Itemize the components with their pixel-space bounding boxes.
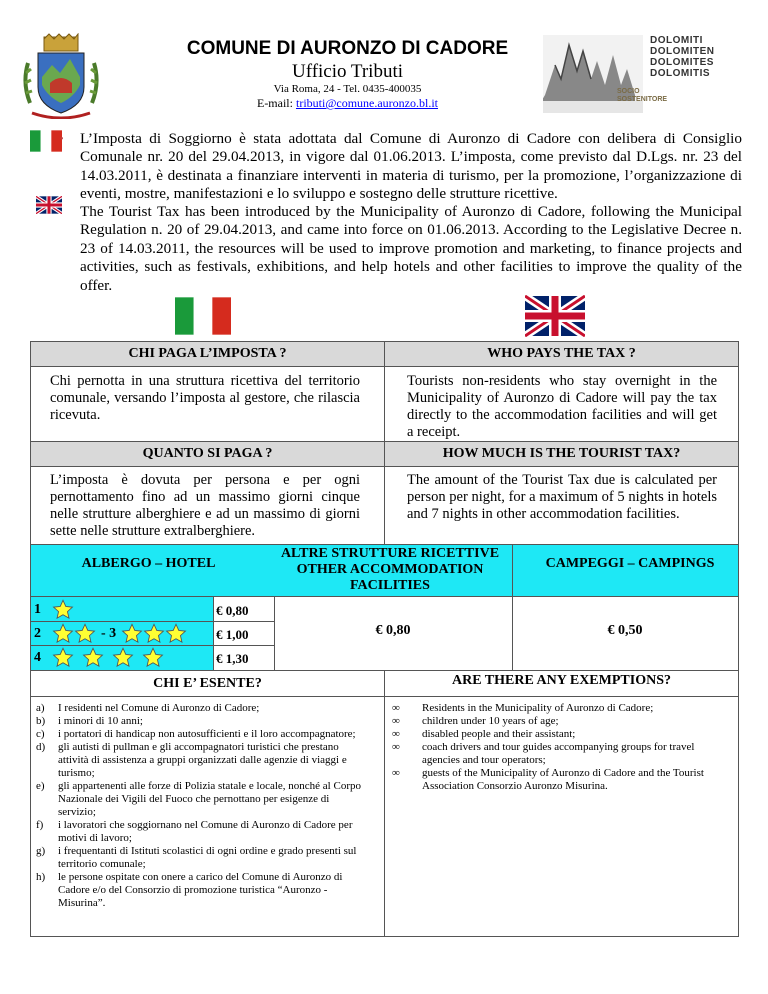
star-icon xyxy=(165,623,187,644)
bullet-icon: • xyxy=(60,134,64,145)
star-count: 2 xyxy=(34,625,41,641)
socio-text: SOCIO xyxy=(617,88,640,95)
exempt-en-header: ARE THERE ANY EXEMPTIONS? xyxy=(452,673,671,688)
rate-row-2-price: € 1,00 xyxy=(216,627,249,642)
star-icon xyxy=(82,647,104,668)
other-accommodation-header xyxy=(270,546,510,594)
infinity-bullet-icon: ∞ xyxy=(392,702,400,714)
list-item xyxy=(392,715,722,728)
list-letter: a) xyxy=(36,702,45,714)
uk-flag-large-icon xyxy=(525,295,585,337)
list-letter: h) xyxy=(36,871,46,883)
rate-row-2-stars xyxy=(34,623,187,644)
dolomiti-wordmark xyxy=(650,35,740,79)
list-letter: c) xyxy=(36,728,45,740)
star-icon xyxy=(74,623,96,644)
rate-row-1-stars xyxy=(34,599,74,620)
list-text: i lavoratori che soggiornano nel Comune di Auronzo di Cadore per motivi di lavoro; xyxy=(58,819,353,844)
table-divider xyxy=(213,596,214,670)
list-letter: e) xyxy=(36,780,45,792)
hotel-column-header: ALBERGO – HOTEL xyxy=(81,556,216,571)
italian-flag-icon xyxy=(30,130,62,152)
list-item xyxy=(36,741,366,780)
who-pays-en-header: WHO PAYS THE TAX ? xyxy=(385,342,738,366)
rate-row-1-price: € 0,80 xyxy=(216,603,249,618)
other-header-line: ALTRE STRUTTURE RICETTIVE xyxy=(280,546,500,561)
list-letter: f) xyxy=(36,819,44,831)
infinity-bullet-icon: ∞ xyxy=(392,728,400,740)
list-item xyxy=(392,767,722,793)
star-count: 1 xyxy=(34,601,41,617)
list-letter: g) xyxy=(36,845,46,857)
table-divider xyxy=(512,544,513,670)
list-letter: b) xyxy=(36,715,46,727)
camping-column-header: CAMPEGGI – CAMPINGS xyxy=(545,556,715,571)
list-item xyxy=(392,741,722,767)
list-item xyxy=(36,845,366,871)
list-text: coach drivers and tour guides accompanying groups for travel agencies and tour operators; xyxy=(422,741,695,766)
exempt-it-header: CHI E’ ESENTE? xyxy=(153,676,262,691)
office-address: Via Roma, 24 - Tel. 0435-400035 xyxy=(273,83,422,95)
table-divider xyxy=(31,645,274,646)
star-icon xyxy=(52,647,74,668)
other-header-line: OTHER ACCOMMODATION xyxy=(296,562,484,577)
socio-sostenitore-label xyxy=(617,88,687,104)
how-much-it-header: QUANTO SI PAGA ? xyxy=(31,442,384,466)
list-text: gli appartenenti alle forze di Polizia statale e locale, nonché al Corpo Nazionale dei Vigili del Fuoco che pernottano per esigenze di servizio; xyxy=(58,780,361,818)
how-much-en-text: The amount of the Tourist Tax due is calculated per person per night, for a maximum of 5 nights in hotels and 7 nights in other accommodation facilities. xyxy=(407,472,717,522)
list-item xyxy=(36,780,366,819)
exempt-en-list xyxy=(392,702,722,793)
who-pays-en-text: Tourists non-residents who stay overnight in the Municipality of Auronzo di Cadore will pay the tax directly to the accommodation facilities and will get a receipt. xyxy=(407,373,717,440)
table-divider xyxy=(31,544,738,545)
list-text: le persone ospitate con onere a carico del Comune di Auronzo di Cadore e/o del Consorzio di promozione turistica “Auronzo - Misurina”. xyxy=(58,871,343,909)
table-divider xyxy=(384,670,385,936)
infinity-bullet-icon: ∞ xyxy=(392,715,400,727)
table-divider xyxy=(31,366,738,367)
intro-italian: L’Imposta di Soggiorno è stata adottata dal Comune di Auronzo di Cadore con delibera di Consiglio Comunale nr. 20 del 29.04.2013, in vigore dal 01.06.2013. L’imposta, come previsto dal D.Lgs. nr. 23 del 14.03.2011, è destinata a finanziare interventi in materia di turismo, per la promozione, l’organizzazione di eventi, mostre, manifestazioni e lo sviluppo e sostegno delle strutture ricettive. xyxy=(80,130,742,203)
star-icon xyxy=(121,623,143,644)
rate-row-4-stars xyxy=(34,647,164,668)
star-icon xyxy=(52,599,74,620)
list-item xyxy=(36,819,366,845)
dolomiti-word: DOLOMITES xyxy=(650,57,714,68)
list-item xyxy=(36,728,366,741)
how-much-en-header: HOW MUCH IS THE TOURIST TAX? xyxy=(385,442,738,466)
rate-row-4-price: € 1,30 xyxy=(216,651,249,666)
list-text: guests of the Municipality of Auronzo di Cadore and the Tourist Association Consorzio Auronzo Misurina. xyxy=(422,767,704,792)
list-text: i minori di 10 anni; xyxy=(58,715,143,727)
intro-english: The Tourist Tax has been introduced by the Municipality of Auronzo di Cadore, following the Municipal Regulation n. 20 of 29.04.2013, and came into force on 01.06.2013. According to the Legislative Decree n. 23 of 14.03.2011, the resources will be used to improve promotion and marketing, to finance projects and activities, such as festivals, exhibitions, and help hotels and other facilities to improve the quality of the offer. xyxy=(80,203,742,294)
list-letter: d) xyxy=(36,741,46,753)
camping-price: € 0,50 xyxy=(607,623,643,638)
list-text: gli autisti di pullman e gli accompagnatori turistici che prestano attività di assistenza a gruppi organizzati dalle agenzie di viaggi e turismo; xyxy=(58,741,347,779)
infinity-bullet-icon: ∞ xyxy=(392,767,400,779)
email-label: E-mail: xyxy=(256,96,296,110)
table-divider xyxy=(31,596,738,597)
other-accommodation-price: € 0,80 xyxy=(375,623,411,638)
list-text: Residents in the Municipality of Auronzo di Cadore; xyxy=(422,702,654,714)
star-icon xyxy=(142,647,164,668)
table-divider xyxy=(31,466,738,467)
list-item xyxy=(392,702,722,715)
who-pays-it-text: Chi pernotta in una struttura ricettiva del territorio comunale, versando l’imposta al gestore, che rilascia ricevuta. xyxy=(50,373,360,423)
coat-of-arms-logo xyxy=(22,33,100,119)
sostenitore-text: SOSTENITORE xyxy=(617,96,668,103)
list-item xyxy=(392,728,722,741)
municipality-title: COMUNE DI AURONZO DI CADORE xyxy=(186,38,509,59)
email-link[interactable]: tributi@comune.auronzo.bl.it xyxy=(295,96,439,110)
list-text: children under 10 years of age; xyxy=(422,715,559,727)
how-much-it-text: L’imposta è dovuta per persona e per ogni pernottamento fino ad un massimo giorni cinque nelle strutture alberghiere e ad un massimo di giorni sette nelle strutture extralberghiere. xyxy=(50,472,360,539)
dolomiti-word: DOLOMITIS xyxy=(650,68,711,79)
star-icon xyxy=(143,623,165,644)
infinity-bullet-icon: ∞ xyxy=(392,741,400,753)
star-range-sep: - 3 xyxy=(101,625,117,641)
list-item xyxy=(36,715,366,728)
office-subtitle: Ufficio Tributi xyxy=(291,61,404,82)
list-text: i portatori di handicap non autosufficienti e il loro accompagnatore; xyxy=(58,728,356,740)
list-text: I residenti nel Comune di Auronzo di Cadore; xyxy=(58,702,260,714)
dolomiti-word: DOLOMITEN xyxy=(650,46,715,57)
italian-flag-large-icon xyxy=(175,297,231,335)
list-item xyxy=(36,871,366,910)
uk-flag-icon xyxy=(36,196,62,214)
exempt-it-list xyxy=(36,702,366,910)
office-email xyxy=(155,96,540,111)
list-item xyxy=(36,702,366,715)
who-pays-it-header: CHI PAGA L’IMPOSTA ? xyxy=(31,342,384,366)
other-header-line: FACILITIES xyxy=(350,578,430,593)
dolomiti-word: DOLOMITI xyxy=(650,35,703,46)
list-text: disabled people and their assistant; xyxy=(422,728,576,740)
star-icon xyxy=(52,623,74,644)
star-count: 4 xyxy=(34,649,41,665)
table-divider xyxy=(31,621,274,622)
list-text: i frequentanti di Istituti scolastici di ogni ordine e grado presenti sul territorio comunale; xyxy=(58,845,357,870)
star-icon xyxy=(112,647,134,668)
